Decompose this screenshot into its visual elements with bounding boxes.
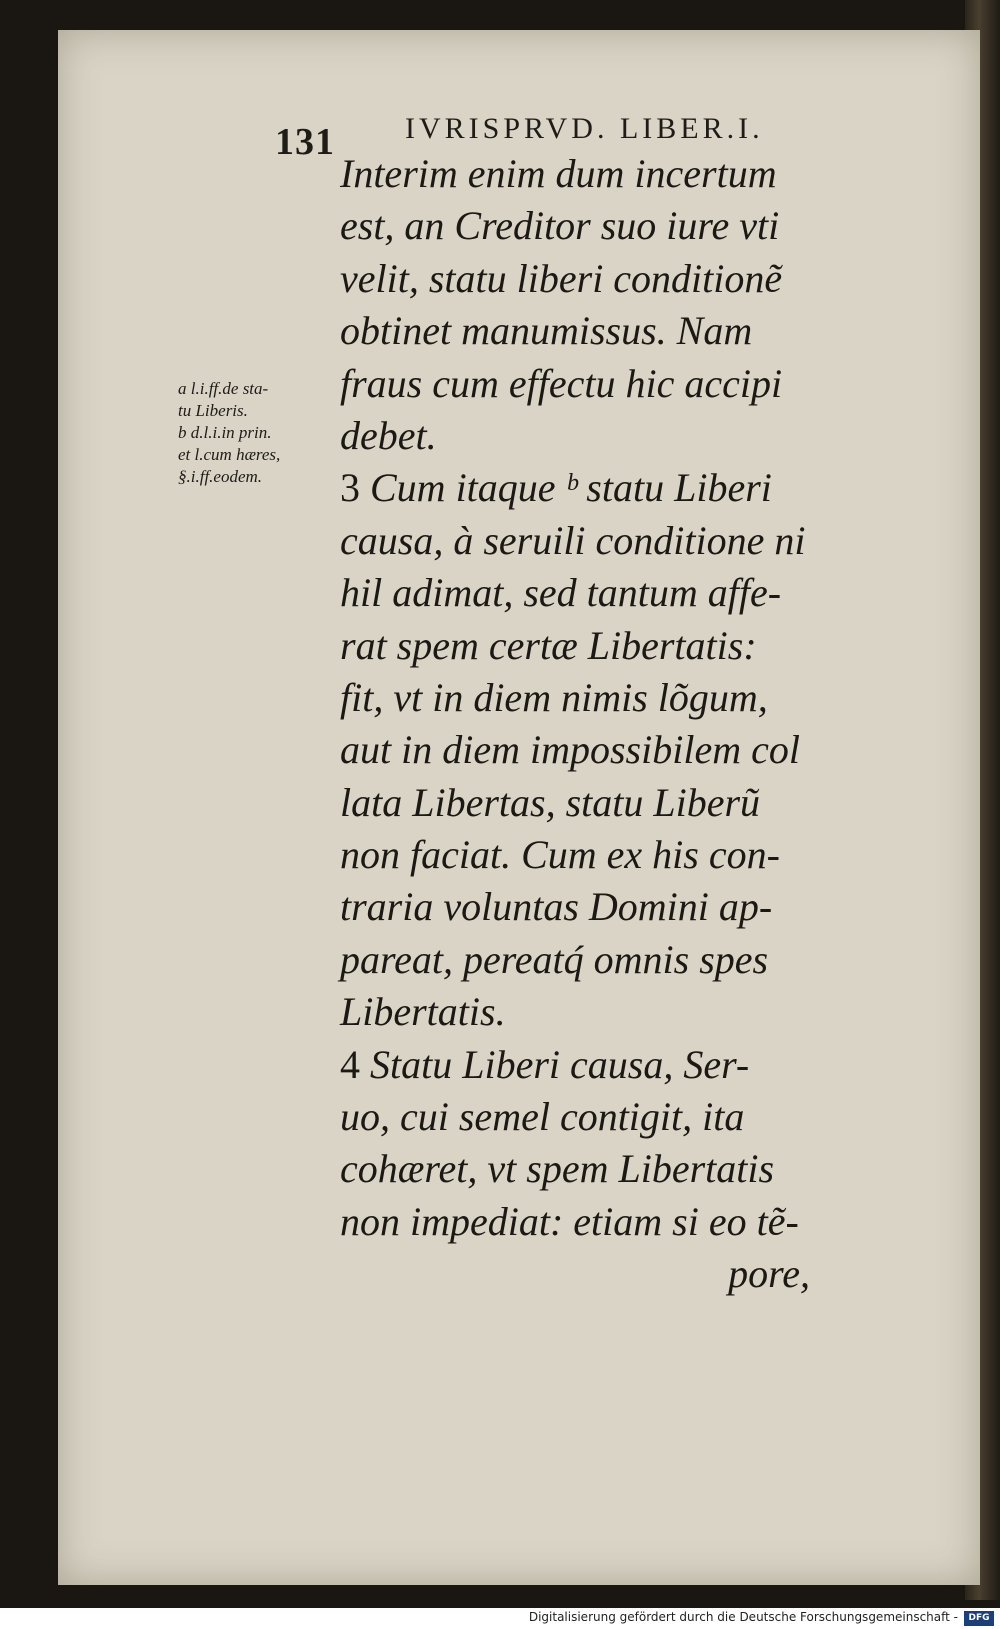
line-text: obtinet manumissus. Nam — [340, 308, 753, 354]
line-text: causa, à seruili conditione ni — [340, 517, 806, 563]
text-line — [340, 305, 820, 357]
line-text: Statu Liberi causa, Ser- — [370, 1041, 750, 1087]
text-line — [340, 777, 820, 829]
text-line — [340, 724, 820, 776]
text-line — [340, 829, 820, 881]
text-line — [340, 1143, 820, 1195]
line-text: debet. — [340, 412, 437, 458]
text-line — [340, 200, 820, 252]
line-text: hil adimat, sed tantum affe- — [340, 570, 782, 616]
text-line — [340, 567, 820, 619]
marginal-note: §.i.ff.eodem. — [178, 467, 263, 486]
text-line — [340, 986, 820, 1038]
text-line — [340, 881, 820, 933]
text-line — [340, 934, 820, 986]
line-text: Cum itaque ᵇ statu Liberi — [370, 465, 772, 511]
line-text: Interim enim dum incertum — [340, 151, 777, 196]
line-text: lata Libertas, statu Liberũ — [340, 779, 761, 825]
catchword: pore, — [728, 1251, 810, 1297]
text-line — [340, 515, 820, 567]
text-line — [340, 462, 820, 514]
marginal-note: et l.cum hæres, — [178, 445, 281, 464]
text-line — [340, 253, 820, 305]
text-line — [340, 148, 820, 200]
line-text: non impediat: etiam si eo tẽ- — [340, 1198, 799, 1244]
body-text — [340, 148, 820, 1301]
page-number: 131 — [275, 121, 335, 163]
footer-credit: Digitalisierung gefördert durch die Deutsche Forschungsgemeinschaft - — [528, 1610, 958, 1624]
line-text: fit, vt in diem nimis lõgum, — [340, 674, 768, 720]
text-line — [340, 358, 820, 410]
line-text: velit, statu liberi conditionẽ — [340, 255, 783, 301]
paragraph-number: 4 — [340, 1041, 360, 1087]
text-line — [340, 1196, 820, 1248]
running-head: IVRISPRVD. LIBER.I. — [405, 112, 764, 145]
dfg-logo: DFG — [964, 1611, 994, 1626]
text-line — [340, 620, 820, 672]
marginal-note: tu Liberis. — [178, 401, 248, 420]
line-text: traria voluntas Domini ap- — [340, 884, 773, 930]
line-text: pareat, pereatq́ omnis spes — [340, 936, 769, 982]
paragraph-number: 3 — [340, 465, 360, 511]
line-text: Libertatis. — [340, 989, 506, 1035]
line-text: fraus cum effectu hic accipi — [340, 360, 783, 406]
line-text: rat spem certæ Libertatis: — [340, 622, 757, 668]
text-line — [340, 1091, 820, 1143]
line-text: uo, cui semel contigit, ita — [340, 1094, 745, 1140]
line-text: aut in diem impossibilem col — [340, 727, 800, 773]
line-text: non faciat. Cum ex his con- — [340, 832, 780, 878]
text-line — [340, 410, 820, 462]
marginal-note: b d.l.i.in prin. — [178, 423, 272, 442]
text-line — [340, 1039, 820, 1091]
line-text: cohæret, vt spem Libertatis — [340, 1146, 775, 1192]
line-text: est, an Creditor suo iure vti — [340, 203, 780, 249]
footer-bar — [0, 1608, 1000, 1629]
marginal-note: a l.i.ff.de sta- — [178, 379, 269, 398]
marginal-notes — [178, 378, 338, 488]
text-line — [340, 672, 820, 724]
